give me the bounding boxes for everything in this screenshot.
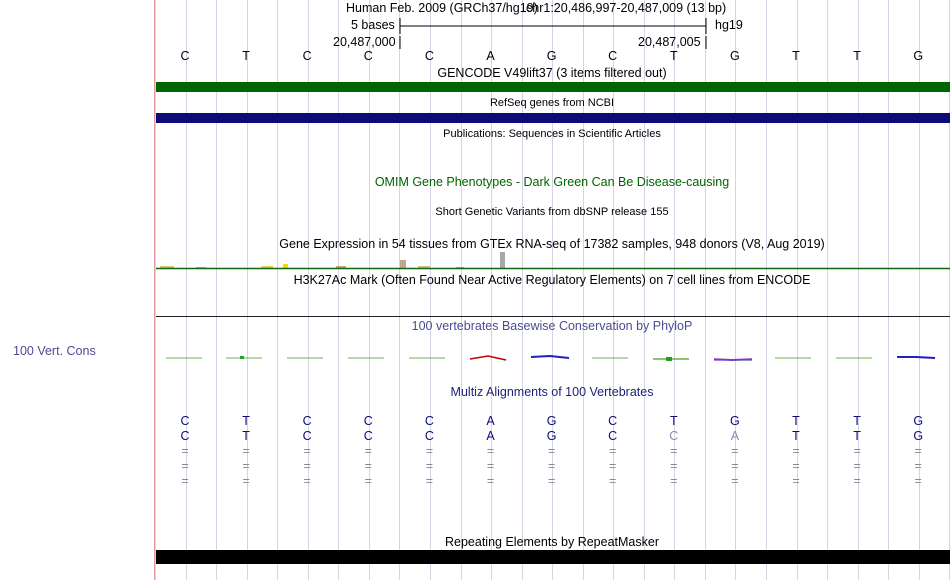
gtex-expression-plot[interactable]	[156, 248, 950, 272]
base-letter: A	[486, 49, 495, 63]
alignment-base: G	[546, 429, 557, 443]
alignment-base: C	[424, 429, 434, 443]
repeatmasker-feature-bar[interactable]	[156, 550, 950, 564]
alignment-base: =	[242, 459, 250, 473]
alignment-base: =	[425, 459, 434, 473]
alignment-base: C	[363, 429, 373, 443]
alignment-base: =	[486, 474, 495, 488]
base-letter: G	[546, 49, 557, 63]
phylop-track-label[interactable]: 100 Vert. Cons	[13, 344, 96, 358]
h3k27ac-baseline	[156, 316, 950, 317]
base-letter: T	[242, 49, 250, 63]
base-letter: C	[363, 49, 373, 63]
omim-track-title: OMIM Gene Phenotypes - Dark Green Can Be Disease-causing	[374, 175, 730, 189]
base-letter: C	[608, 49, 618, 63]
alignment-base: C	[363, 414, 373, 428]
alignment-base: =	[303, 444, 311, 458]
ruler-ticks	[398, 34, 710, 50]
alignment-base: A	[486, 429, 495, 443]
alignment-base: C	[302, 429, 312, 443]
gtex-track-title: Gene Expression in 54 tissues from GTEx RNA-seq of 17382 samples, 948 donors (V8, Aug 2019)	[279, 237, 825, 251]
alignment-base: A	[730, 429, 740, 443]
h3k27ac-track-title: H3K27Ac Mark (Often Found Near Active Regulatory Elements) on 7 cell lines from ENCODE	[293, 273, 811, 287]
alignment-base: =	[670, 474, 678, 488]
alignment-base: T	[853, 429, 861, 443]
alignment-base: =	[303, 459, 311, 473]
alignment-base: =	[609, 444, 617, 458]
base-letter: T	[853, 49, 861, 63]
alignment-base: =	[364, 474, 372, 488]
alignment-base: G	[913, 429, 924, 443]
alignment-base: =	[914, 444, 922, 458]
gencode-track-title: GENCODE V49lift37 (3 items filtered out)	[437, 66, 667, 80]
alignment-base: T	[792, 429, 800, 443]
base-letter: C	[302, 49, 312, 63]
refseq-feature-bar[interactable]	[156, 113, 950, 123]
phylop-conservation-plot[interactable]	[156, 350, 950, 366]
phylop-track-title: 100 vertebrates Basewise Conservation by PhyloP	[411, 319, 693, 333]
alignment-base: =	[425, 444, 434, 458]
alignment-base: G	[730, 414, 740, 428]
alignment-base: G	[913, 414, 924, 428]
alignment-base: =	[547, 444, 556, 458]
alignment-base: =	[914, 459, 922, 473]
alignment-base: =	[303, 474, 311, 488]
alignment-base: T	[242, 414, 250, 428]
alignment-base: =	[670, 444, 678, 458]
scale-text: 5 bases	[351, 18, 395, 32]
alignment-base: =	[486, 459, 495, 473]
alignment-base: C	[608, 414, 618, 428]
alignment-base: =	[792, 474, 800, 488]
position-text: chr1:20,486,997-20,487,009 (13 bp)	[526, 1, 727, 15]
alignment-base: =	[731, 459, 739, 473]
alignment-base: =	[547, 459, 556, 473]
alignment-base: =	[181, 444, 189, 458]
tick-left-label: 20,487,000	[333, 35, 396, 49]
alignment-base: =	[853, 459, 861, 473]
alignment-base: =	[792, 444, 800, 458]
alignment-base: =	[609, 459, 617, 473]
alignment-base: =	[853, 474, 861, 488]
alignment-base: T	[242, 429, 250, 443]
alignment-base: =	[242, 444, 250, 458]
multiz-track-title: Multiz Alignments of 100 Vertebrates	[450, 385, 654, 399]
alignment-base: =	[242, 474, 250, 488]
base-letter: T	[669, 49, 678, 63]
alignment-base: =	[547, 474, 556, 488]
alignment-base: T	[792, 414, 800, 428]
assembly-text: Human Feb. 2009 (GRCh37/hg19)	[346, 1, 538, 15]
base-letter: G	[913, 49, 924, 63]
alignment-base: A	[486, 414, 495, 428]
alignment-base: =	[181, 474, 189, 488]
alignment-base: =	[364, 444, 372, 458]
base-letter: C	[424, 49, 434, 63]
alignment-base: =	[853, 444, 861, 458]
alignment-base: C	[180, 414, 190, 428]
alignment-base: C	[669, 429, 679, 443]
track-label-pane	[0, 0, 155, 580]
alignment-base: =	[364, 459, 372, 473]
alignment-base: C	[180, 429, 190, 443]
alignment-base: T	[853, 414, 861, 428]
alignment-base: T	[669, 414, 678, 428]
gencode-feature-bar[interactable]	[156, 82, 950, 92]
alignment-base: C	[302, 414, 312, 428]
pubs-track-title: Publications: Sequences in Scientific Articles	[443, 128, 661, 140]
dbsnp-track-title: Short Genetic Variants from dbSNP release 155	[435, 206, 669, 218]
alignment-base: =	[731, 474, 739, 488]
alignment-base: G	[546, 414, 557, 428]
refseq-track-title: RefSeq genes from NCBI	[489, 97, 615, 109]
db-text: hg19	[715, 18, 743, 32]
alignment-base: C	[608, 429, 618, 443]
alignment-base: C	[424, 414, 434, 428]
base-letter: C	[180, 49, 190, 63]
alignment-base: =	[486, 444, 495, 458]
base-letter: T	[792, 49, 800, 63]
scale-bar	[398, 17, 710, 35]
alignment-base: =	[731, 444, 739, 458]
tick-right-label: 20,487,005	[638, 35, 701, 49]
alignment-base: =	[609, 474, 617, 488]
alignment-base: =	[425, 474, 434, 488]
alignment-base: =	[670, 459, 678, 473]
alignment-base: =	[792, 459, 800, 473]
repeatmasker-track-title: Repeating Elements by RepeatMasker	[444, 535, 660, 549]
alignment-base: =	[914, 474, 922, 488]
alignment-base: =	[181, 459, 189, 473]
base-letter: G	[730, 49, 740, 63]
